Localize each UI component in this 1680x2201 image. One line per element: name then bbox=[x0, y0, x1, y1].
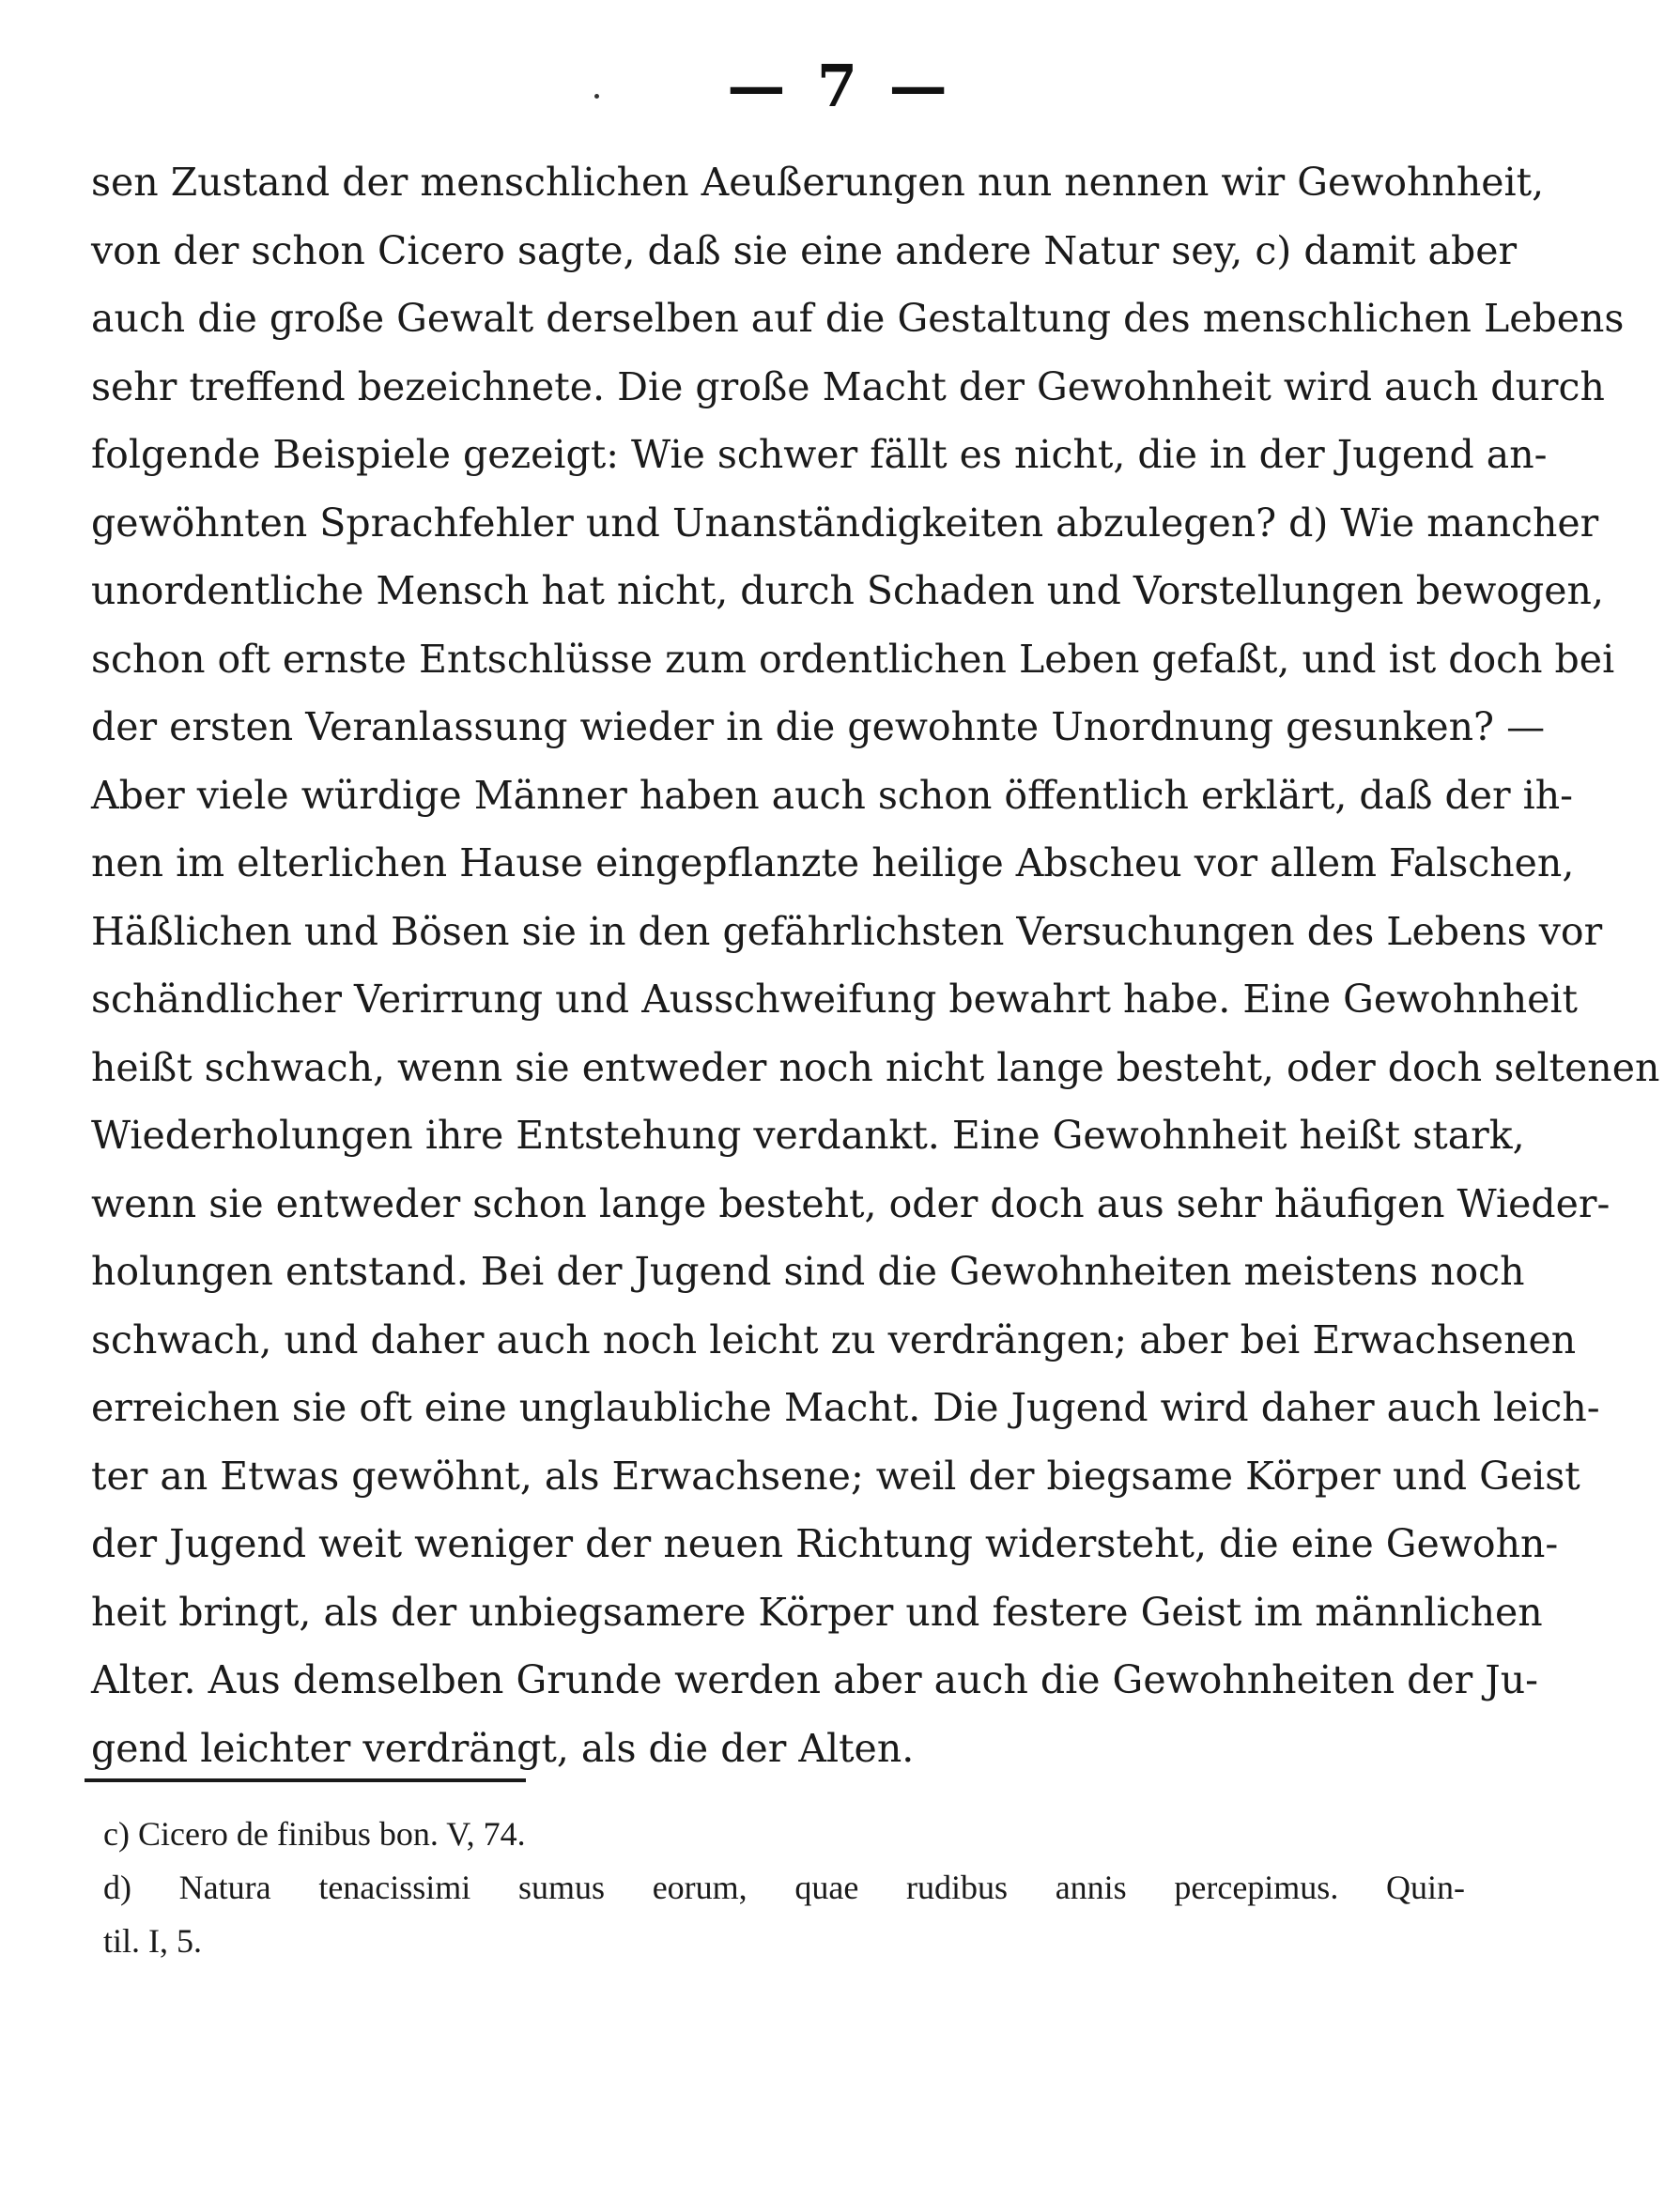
text-line: auch die große Gewalt derselben auf die Gestaltung des menschlichen Lebens bbox=[91, 296, 1625, 341]
footnote-c: c) Cicero de finibus bon. V, 74. bbox=[103, 1815, 526, 1853]
text-line: der Jugend weit weniger der neuen Richtung widersteht, die eine Gewohn- bbox=[91, 1521, 1559, 1566]
text-line: schon oft ernste Entschlüsse zum ordentlichen Leben gefaßt, und ist doch bei bbox=[91, 636, 1615, 682]
footnotes-block bbox=[103, 1808, 1465, 1968]
text-line: heißt schwach, wenn sie entweder noch nicht lange besteht, oder doch seltenen bbox=[91, 1044, 1660, 1090]
text-line: folgende Beispiele gezeigt: Wie schwer fällt es nicht, die in der Jugend an- bbox=[91, 432, 1548, 477]
text-line: wenn sie entweder schon lange besteht, oder doch aus sehr häufigen Wieder- bbox=[91, 1180, 1611, 1226]
text-line: ter an Etwas gewöhnt, als Erwachsene; weil der biegsame Körper und Geist bbox=[91, 1453, 1580, 1499]
text-line: holungen entstand. Bei der Jugend sind die Gewohnheiten meistens noch bbox=[91, 1249, 1525, 1294]
text-line: heit bringt, als der unbiegsamere Körper und festere Geist im männlichen bbox=[91, 1589, 1543, 1635]
footnote-separator-rule bbox=[85, 1778, 526, 1782]
main-text-block bbox=[91, 148, 1660, 1782]
text-line: gend leichter verdrängt, als die der Alten. bbox=[91, 1725, 915, 1771]
text-line: von der schon Cicero sagte, daß sie eine andere Natur sey, c) damit aber bbox=[91, 227, 1518, 273]
text-line: unordentliche Mensch hat nicht, durch Schaden und Vorstellungen bewogen, bbox=[91, 568, 1604, 613]
footnote-d-continuation: til. I, 5. bbox=[103, 1922, 202, 1960]
text-line: sehr treffend bezeichnete. Die große Macht der Gewohnheit wird auch durch bbox=[91, 363, 1605, 409]
text-line: schändlicher Verirrung und Ausschweifung bewahrt habe. Eine Gewohnheit bbox=[91, 977, 1578, 1022]
text-line: Aber viele würdige Männer haben auch schon öffentlich erklärt, daß der ih- bbox=[91, 772, 1574, 818]
text-line: Wiederholungen ihre Entstehung verdankt. Eine Gewohnheit heißt stark, bbox=[91, 1113, 1525, 1158]
text-line: der ersten Veranlassung wieder in die gewohnte Unordnung gesunken? — bbox=[91, 704, 1546, 749]
text-line: gewöhnten Sprachfehler und Unanständigkeiten abzulegen? d) Wie mancher bbox=[91, 500, 1599, 546]
text-line: Häßlichen und Bösen sie in den gefährlichsten Versuchungen des Lebens vor bbox=[91, 908, 1603, 954]
page-number: — 7 — bbox=[727, 52, 953, 120]
text-line: nen im elterlichen Hause eingepflanzte heilige Abscheu vor allem Falschen, bbox=[91, 840, 1575, 885]
text-line: erreichen sie oft eine unglaubliche Macht. Die Jugend wird daher auch leich- bbox=[91, 1385, 1600, 1430]
footnote-d: d) Natura tenacissimi sumus eorum, quae rudibus annis percepimus. Quin- bbox=[103, 1869, 1465, 1906]
text-line: schwach, und daher auch noch leicht zu verdrängen; aber bei Erwachsenen bbox=[91, 1316, 1577, 1362]
text-line: Alter. Aus demselben Grunde werden aber auch die Gewohnheiten der Ju- bbox=[91, 1657, 1538, 1702]
text-line: sen Zustand der menschlichen Aeußerungen nun nennen wir Gewohnheit, bbox=[91, 160, 1545, 205]
